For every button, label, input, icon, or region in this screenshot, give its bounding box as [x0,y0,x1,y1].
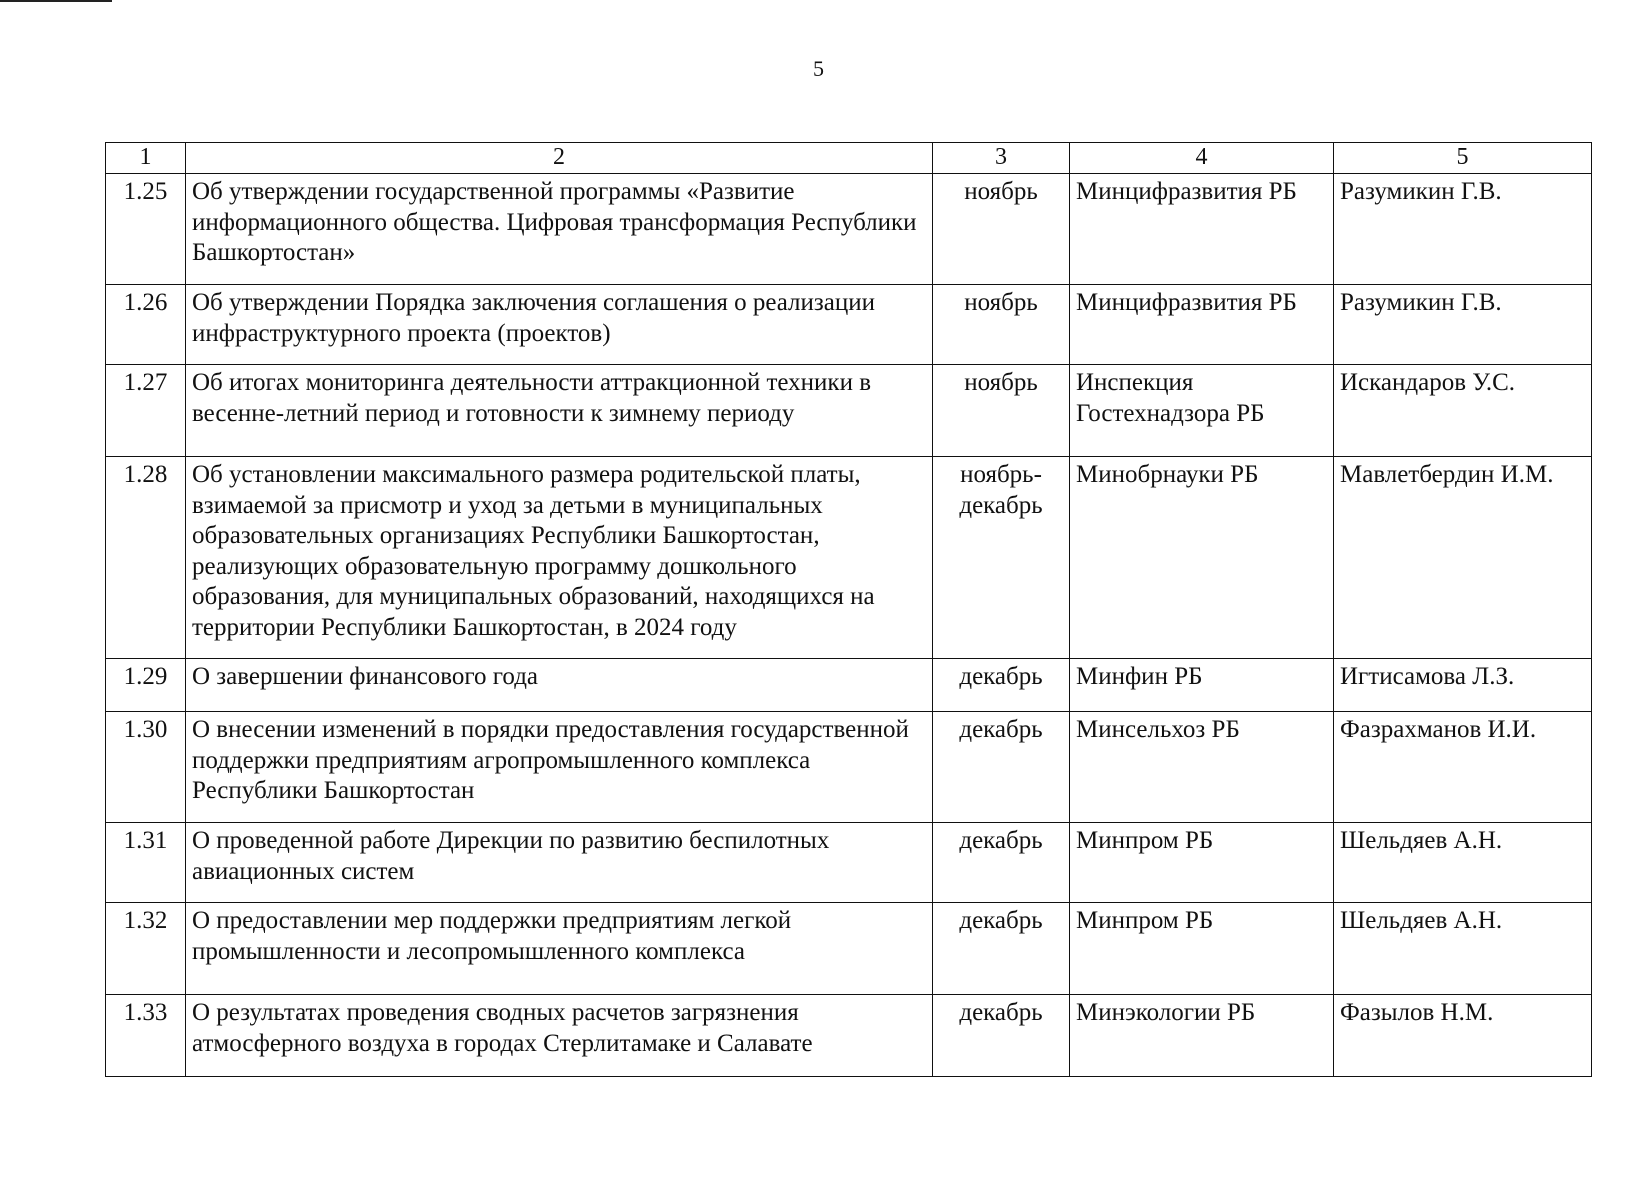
page-number: 5 [813,56,824,81]
row-responsible: Игтисамова Л.З. [1334,659,1592,712]
row-title: Об утверждении государственной программы «Развитие информационного общества. Цифровая трансформация Республики Башкортостан» [186,174,933,285]
row-organization: Минобрнауки РБ [1070,457,1334,659]
row-organization: Минэкологии РБ [1070,995,1334,1077]
row-title: О внесении изменений в порядки предоставления государственной поддержки предприятиям агропромышленного комплекса Республики Башкортостан [186,712,933,823]
row-responsible: Фазылов Н.М. [1334,995,1592,1077]
table-row [106,712,1592,823]
table-row [106,174,1592,285]
row-title: О предоставлении мер поддержки предприятиям легкой промышленности и лесопромышленного комплекса [186,903,933,995]
row-title: Об установлении максимального размера родительской платы, взимаемой за присмотр и уход за детьми в муниципальных образовательных организациях Республики Башкортостан, реализующих образовательную программу дошкольного образования, для муниципальных образований, находящихся на территории Республики Башкортостан, в 2024 году [186,457,933,659]
row-term: декабрь [933,823,1070,903]
table-row [106,659,1592,712]
row-organization: Минпром РБ [1070,823,1334,903]
table-row [106,457,1592,659]
row-responsible: Шельдяев А.Н. [1334,903,1592,995]
row-title: О результатах проведения сводных расчетов загрязнения атмосферного воздуха в городах Стерлитамаке и Салавате [186,995,933,1077]
table-row [106,365,1592,457]
row-title: Об утверждении Порядка заключения соглашения о реализации инфраструктурного проекта (проектов) [186,285,933,365]
row-title: О проведенной работе Дирекции по развитию беспилотных авиационных систем [186,823,933,903]
row-term: декабрь [933,659,1070,712]
row-term: декабрь [933,712,1070,823]
header-col-5: 5 [1334,143,1592,174]
row-number: 1.27 [106,365,186,457]
row-organization: Минцифразвития РБ [1070,285,1334,365]
top-edge-mark [0,0,112,2]
row-term: декабрь [933,903,1070,995]
row-organization: Инспекция Гостехнадзора РБ [1070,365,1334,457]
row-organization: Минфин РБ [1070,659,1334,712]
table-header-row [106,143,1592,174]
row-number: 1.29 [106,659,186,712]
row-number: 1.30 [106,712,186,823]
row-responsible: Фазрахманов И.И. [1334,712,1592,823]
row-organization: Минцифразвития РБ [1070,174,1334,285]
row-number: 1.28 [106,457,186,659]
row-term: ноябрь [933,285,1070,365]
row-number: 1.26 [106,285,186,365]
row-term: ноябрь [933,174,1070,285]
row-term: ноябрь [933,365,1070,457]
row-title: Об итогах мониторинга деятельности аттракционной техники в весенне-летний период и готовности к зимнему периоду [186,365,933,457]
row-term: ноябрь-декабрь [933,457,1070,659]
row-number: 1.31 [106,823,186,903]
row-title: О завершении финансового года [186,659,933,712]
table-row [106,823,1592,903]
header-col-1: 1 [106,143,186,174]
header-col-2: 2 [186,143,933,174]
header-col-3: 3 [933,143,1070,174]
table-row [106,285,1592,365]
header-col-4: 4 [1070,143,1334,174]
table-row [106,995,1592,1077]
row-organization: Минсельхоз РБ [1070,712,1334,823]
row-responsible: Мавлетбердин И.М. [1334,457,1592,659]
row-responsible: Шельдяев А.Н. [1334,823,1592,903]
row-responsible: Искандаров У.С. [1334,365,1592,457]
row-responsible: Разумикин Г.В. [1334,285,1592,365]
row-number: 1.32 [106,903,186,995]
table-row [106,903,1592,995]
row-responsible: Разумикин Г.В. [1334,174,1592,285]
row-number: 1.25 [106,174,186,285]
row-term: декабрь [933,995,1070,1077]
row-number: 1.33 [106,995,186,1077]
plan-table [105,142,1592,1077]
row-organization: Минпром РБ [1070,903,1334,995]
